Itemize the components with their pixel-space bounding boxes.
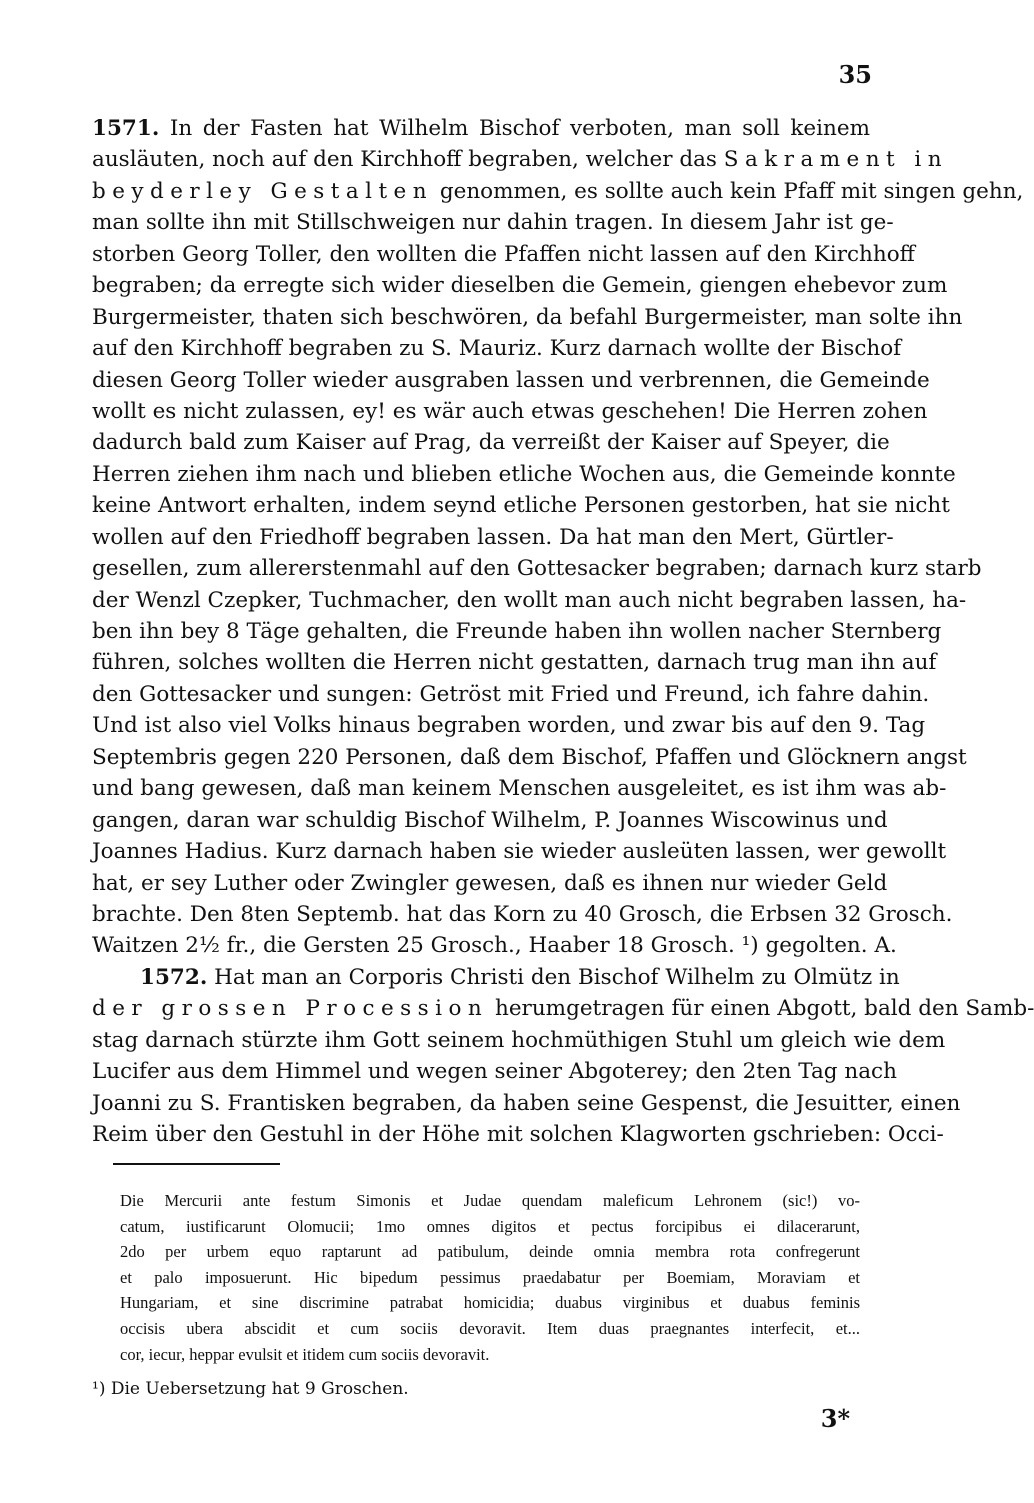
text-line: auf den Kirchhoff begraben zu S. Mauriz. Kurz darnach wollte der Bischof: [92, 336, 902, 362]
text-line: führen, solches wollten die Herren nicht gestatten, darnach trug man ihn auf: [92, 650, 937, 676]
emphasized-text: der grossen Procession: [92, 996, 489, 1022]
text-line: wollen auf den Friedhoff begraben lassen. Da hat man den Mert, Gürtler-: [92, 524, 894, 550]
page-number: 35: [838, 60, 872, 89]
text-line: und bang gewesen, daß man keinem Menschen ausgeleitet, es ist ihm was ab-: [92, 776, 947, 802]
latin-footnote: [120, 1188, 860, 1367]
line-text: ausläuten, noch auf den Kirchhoff begraben, welcher das: [92, 147, 724, 173]
text-line: ben ihn bey 8 Täge gehalten, die Freunde haben ihn wollen nacher Sternberg: [92, 619, 942, 644]
text-line: diesen Georg Toller wieder ausgraben lassen und verbrennen, die Gemeinde: [92, 367, 930, 393]
text-line: Burgermeister, thaten sich beschwören, da befahl Burgermeister, man solte ihn: [92, 304, 963, 330]
footnote-divider: [113, 1163, 280, 1165]
text-line: begraben; da erregte sich wider dieselben die Gemein, giengen ehebevor zum: [92, 273, 948, 299]
text-line: Joanni zu S. Frantisken begraben, da haben seine Gespenst, die Jesuitter, einen: [92, 1090, 961, 1116]
text-line: Und ist also viel Volks hinaus begraben worden, und zwar bis auf den 9. Tag: [92, 713, 926, 739]
text-line: dadurch bald zum Kaiser auf Prag, da verreißt der Kaiser auf Speyer, die: [92, 430, 890, 456]
text-line: Septembris gegen 220 Personen, daß dem Bischof, Pfaffen und Glöcknern angst: [92, 744, 967, 770]
text-line: [92, 113, 870, 144]
text-line: wollt es nicht zulassen, ey! es wär auch etwas geschehen! Die Herren zohen: [92, 398, 928, 424]
text-line: den Gottesacker und sungen: Getröst mit Fried und Freund, ich fahre dahin.: [92, 681, 930, 707]
year-heading: 1572.: [140, 964, 208, 990]
text-line: storben Georg Toller, den wollten die Pfaffen nicht lassen auf den Kirchhoff: [92, 241, 915, 267]
line-text: Hat man an Corporis Christi den Bischof Wilhelm zu Olmütz in: [207, 964, 900, 990]
text-line: Waitzen 2½ fr., die Gersten 25 Grosch., Haaber 18 Grosch. ¹) gegolten. A.: [92, 933, 897, 959]
text-line: hat, er sey Luther oder Zwingler gewesen, daß es ihnen nur wieder Geld: [92, 870, 888, 896]
text-line: [92, 962, 900, 993]
footnote-line: cor, iecur, heppar evulsit et itidem cum sociis devoravit.: [120, 1344, 490, 1364]
text-line: keine Antwort erhalten, indem seynd etliche Personen gestorben, hat sie nicht: [92, 493, 950, 519]
text-line: [92, 993, 1034, 1024]
text-line: brachte. Den 8ten Septemb. hat das Korn zu 40 Grosch, die Erbsen 32 Grosch.: [92, 901, 953, 927]
text-line: [92, 144, 949, 175]
text-line: gesellen, zum allererstenmahl auf den Gottesacker begraben; darnach kurz starb: [92, 556, 982, 582]
footnote-line: Die Mercurii ante festum Simonis et Judae quendam maleficum Lehronem (sic!) vo-: [120, 1191, 860, 1210]
year-heading: 1571.: [92, 116, 160, 141]
footnote-line: occisis ubera abscidit et cum sociis devoravit. Item duas praegnantes interfecit, et...: [120, 1318, 860, 1338]
signature-mark: 3*: [820, 1404, 850, 1433]
line-text: herumgetragen für einen Abgott, bald den Samb-: [488, 996, 1034, 1022]
main-text: [92, 113, 1034, 1150]
emphasized-text: Sakrament in: [723, 147, 949, 173]
text-line: Herren ziehen ihm nach und blieben etliche Wochen aus, die Gemeinde konnte: [92, 461, 956, 487]
emphasized-text: beyderley Gestalten: [92, 178, 434, 204]
text-line: Joannes Hadius. Kurz darnach haben sie wieder ausleüten lassen, wer gewollt: [92, 839, 947, 865]
footnote-line: catum, iustificarunt Olomucii; 1mo omnes digitos et pectus forcipibus ei dilacerarunt,: [120, 1216, 860, 1236]
text-line: der Wenzl Czepker, Tuchmacher, den wollt man auch nicht begraben lassen, ha-: [92, 587, 967, 613]
text-line: stag darnach stürzte ihm Gott seinem hochmüthigen Stuhl um gleich wie dem: [92, 1027, 946, 1053]
text-line: [92, 176, 1024, 207]
text-line: man sollte ihn mit Stillschweigen nur dahin tragen. In diesem Jahr ist ge-: [92, 210, 894, 236]
footnote-line: 2do per urbem equo raptarunt ad patibulum, deinde omnia membra rota confregerunt: [120, 1242, 860, 1262]
text-line: Lucifer aus dem Himmel und wegen seiner Abgoterey; den 2ten Tag nach: [92, 1059, 897, 1085]
text-line: Reim über den Gestuhl in der Höhe mit solchen Klagworten gschrieben: Occi-: [92, 1122, 944, 1147]
line-text: In der Fasten hat Wilhelm Bischof verboten, man soll keinem: [159, 116, 870, 141]
text-line: gangen, daran war schuldig Bischof Wilhelm, P. Joannes Wiscowinus und: [92, 807, 888, 833]
line-text: genommen, es sollte auch kein Pfaff mit singen gehn,: [433, 178, 1024, 204]
footnote-one: ¹) Die Uebersetzung hat 9 Groschen.: [92, 1379, 409, 1399]
footnote-line: Hungariam, et sine discrimine patrabat homicidia; duabus virginibus et duabus feminis: [120, 1293, 860, 1313]
footnote-line: et palo imposuerunt. Hic bipedum pessimus praedabatur per Boemiam, Moraviam et: [120, 1267, 860, 1287]
